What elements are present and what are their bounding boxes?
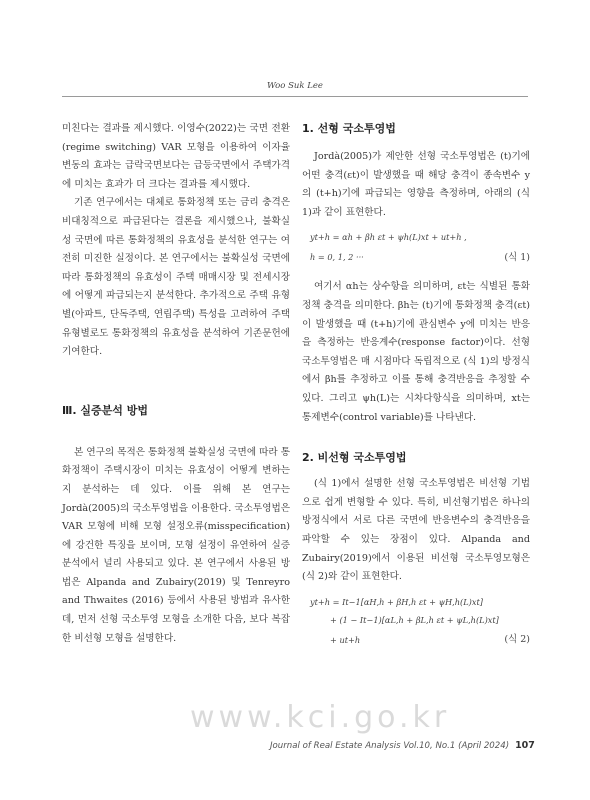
page-number: 107 xyxy=(515,740,535,751)
subsection-2-title: 2. 비선형 국소투영법 xyxy=(302,451,407,465)
paragraph-3: 본 연구의 목적은 통화정책 불확실성 국면에 따라 통화정책이 주택시장이 미치는 유효성이 어떻게 변하는지 분석하는 데 있다. 이를 위해 본 연구는 Jordà(2005)의 국소투영법을 이용한다. 국소투영법은 VAR 모형에 비해 모형 설정오류(misspecification)에 강건한 특징을 보이며, 모형 설정이 유연하여 실증분석에서 널리 사용되고 있다. 본 연구에서 사용된 방법은 Alpanda and Zubairy(2019) 및 Tenreyro and Thwaites (2016) 등에서 사용된 방법과 유사한데, 먼저 선형 국소투영 모형을 소개한 다음, 보다 복잡한 비선형 모형을 설명한다. xyxy=(62,446,290,644)
header-rule xyxy=(62,96,528,97)
eq1-line2: h = 0, 1, 2 ··· xyxy=(310,252,364,263)
eq2-line2: + (1 − It−1)[αL,h + βL,h εt + ψL,h(L)xt] xyxy=(330,614,499,625)
equation-1 xyxy=(302,232,530,268)
paragraph-2: 기존 연구에서는 대체로 통화정책 또는 금리 충격은 비대칭적으로 파급된다는 결론을 제시했으나, 불확실성 국면에 따른 통화정책의 유효성을 분석한 연구는 여전히 미진한 실정이다. 본 연구에서는 불확실성 국면에 따라 통화정책의 유효성이 주택 매매시장 및 전세시장에 어떻게 파급되는지 분석한다. 추가적으로 주택 유형별(아파트, 단독주택, 연립주택) 특성을 고려하여 주택 유형별로도 통화정책의 유효성을 분석하여 기존문헌에 기여한다. xyxy=(62,197,290,358)
eq2-label: (식 2) xyxy=(504,633,530,645)
right-column xyxy=(302,120,530,657)
page-footer xyxy=(270,740,535,751)
journal-name: Journal of Real Estate Analysis Vol.10, No.1 (April 2024) xyxy=(270,741,510,751)
eq2-line3: + ut+h xyxy=(330,634,361,645)
section-title: Ⅲ. 실증분석 방법 xyxy=(62,403,148,417)
eq1-line1: yt+h = αh + βh εt + ψh(L)xt + ut+h , xyxy=(310,232,467,243)
subsection-1-title: 1. 선형 국소투영법 xyxy=(302,122,396,135)
left-column xyxy=(62,120,290,648)
eq1-label: (식 1) xyxy=(504,252,530,264)
running-header: Woo Suk Lee xyxy=(267,81,323,91)
equation-2 xyxy=(302,597,530,657)
sub1-paragraph-2: 여기서 αh는 상수항을 의미하며, εt는 식별된 통화정책 충격을 의미한다. βh는 (t)기에 통화정책 충격(εt)이 발생했을 때 (t+h)기에 관심변수 y에 미치는 반응을 측정하는 반응계수(response factor)이다. 선형 국소투영법은 매 시점마다 독립적으로 (식 1)의 방정식에서 βh를 추정하고 이를 통해 충격반응을 추정할 수 있다. 그리고 ψh(L)는 시차다항식을 의미하며, xt는 통제변수(control variable)를 나타낸다. xyxy=(302,281,530,423)
watermark: www.kci.go.kr xyxy=(190,700,451,735)
sub2-paragraph-1: (식 1)에서 설명한 선형 국소투영법은 비선형 기법으로 쉽게 변형할 수 있다. 특히, 비선형기법은 하나의 방정식에서 서로 다른 국면에 반응변수의 충격반응을 파악할 수 있는 장점이 있다. Alpanda and Zubairy(2019)에서 이용된 비선형 국소투영모형은 (식 2)와 같이 표현한다. xyxy=(302,478,530,583)
eq2-line1: yt+h = It−1[αH,h + βH,h εt + ψH,h(L)xt] xyxy=(310,596,483,607)
sub1-paragraph-1: Jordà(2005)가 제안한 선형 국소투영법은 (t)기에 어떤 충격(εt)이 발생했을 때 해당 충격이 종속변수 y의 (t+h)기에 파급되는 영향을 측정하며, 아래의 (식 1)과 같이 표현한다. xyxy=(302,151,530,218)
paragraph-1: 미친다는 결과를 제시했다. 이영수(2022)는 국면 전환(regime switching) VAR 모형을 이용하여 이자율 변동의 효과는 급락국면보다는 급등국면에서 주택가격에 미치는 효과가 더 크다는 결과를 제시했다. xyxy=(62,123,290,190)
